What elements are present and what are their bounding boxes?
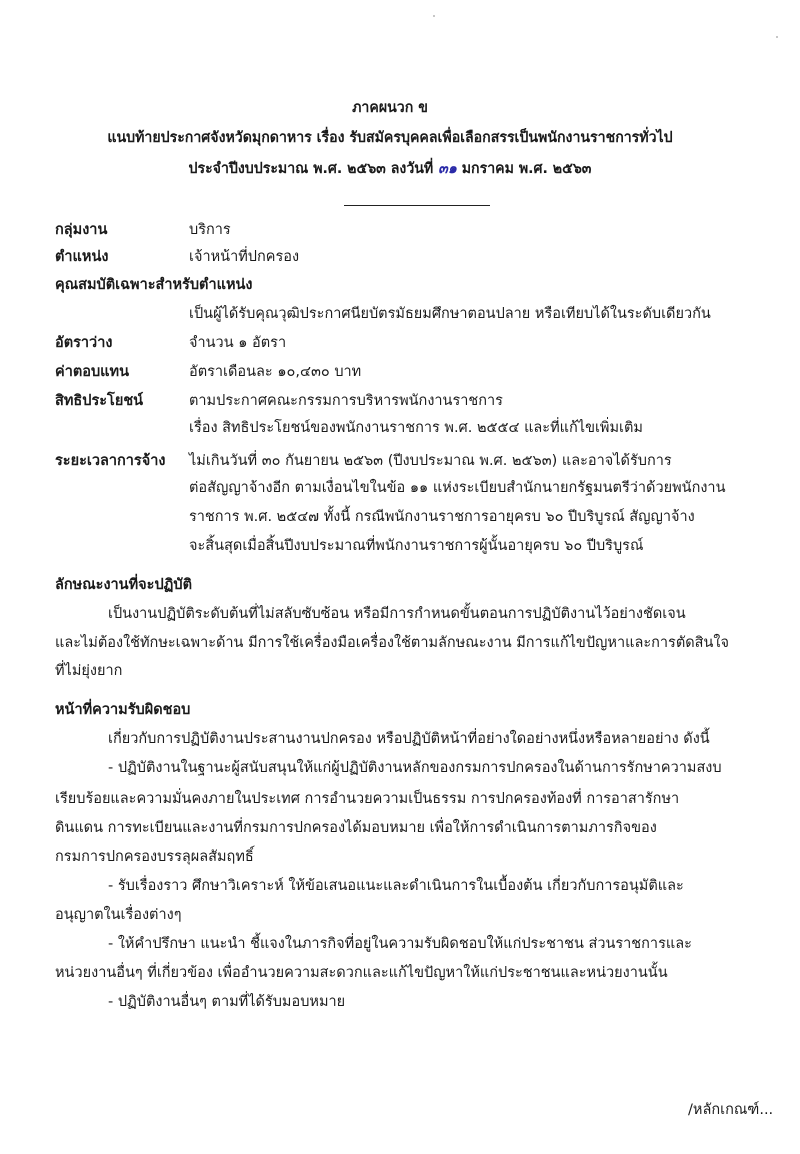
duty-item-line: ดินแดน การทะเบียนและงานที่กรมการปกครองได้มอบหมาย เพื่อให้การดำเนินการตามภารกิจของ — [55, 820, 657, 836]
compensation-label: ค่าตอบแทน — [55, 364, 129, 380]
duty-item-line: - รับเรื่องราว ศึกษาวิเคราะห์ ให้ข้อเสนอแนะและดำเนินการในเบื้องต้น เกี่ยวกับการอนุมัติและ — [108, 878, 684, 894]
benefits-line: ตามประกาศคณะกรรมการบริหารพนักงานราชการ — [189, 393, 503, 409]
employment-period-line: ต่อสัญญาจ้างอีก ตามเงื่อนไขในข้อ ๑๑ แห่งระเบียบสำนักนายกรัฐมนตรีว่าด้วยพนักงาน — [189, 480, 726, 496]
group-label: กลุ่มงาน — [55, 222, 108, 238]
benefits-line: เรื่อง สิทธิประโยชน์ของพนักงานราชการ พ.ศ. ๒๕๕๔ และที่แก้ไขเพิ่มเติม — [189, 420, 643, 436]
compensation-value: อัตราเดือนละ ๑๐,๔๓๐ บาท — [189, 364, 362, 380]
date-suffix: มกราคม พ.ศ. ๒๕๖๓ — [456, 161, 592, 177]
employment-period-label: ระยะเวลาการจ้าง — [55, 453, 166, 469]
duty-item-line: - ให้คำปรึกษา แนะนำ ชี้แจงในภารกิจที่อยู่ในความรับผิดชอบให้แก่ประชาชน ส่วนราชการและ — [108, 936, 692, 952]
announcement-title: แนบท้ายประกาศจังหวัดมุกดาหาร เรื่อง รับสมัครบุคคลเพื่อเลือกสรรเป็นพนักงานราชการทั่วไป — [107, 130, 673, 146]
scan-speck — [433, 15, 435, 17]
group-value: บริการ — [189, 222, 231, 238]
handwritten-date: ๓๑ — [438, 161, 457, 177]
position-label: ตำแหน่ง — [55, 249, 109, 265]
qualification-value: เป็นผู้ได้รับคุณวุฒิประกาศนียบัตรมัธยมศึกษาตอนปลาย หรือเทียบได้ในระดับเดียวกัน — [189, 306, 711, 322]
job-nature-heading: ลักษณะงานที่จะปฏิบัติ — [55, 577, 192, 593]
duties-intro: เกี่ยวกับการปฏิบัติงานประสานงานปกครอง หรือปฏิบัติหน้าที่อย่างใดอย่างหนึ่งหรือหลายอย่าง ดังนี้ — [108, 731, 710, 747]
position-value: เจ้าหน้าที่ปกครอง — [189, 249, 300, 265]
duties-heading: หน้าที่ความรับผิดชอบ — [55, 702, 191, 718]
employment-period-line: จะสิ้นสุดเมื่อสิ้นปีงบประมาณที่พนักงานราชการผู้นั้นอายุครบ ๖๐ ปีบริบูรณ์ — [189, 538, 644, 554]
date-prefix: ประจำปีงบประมาณ พ.ศ. ๒๕๖๓ ลงวันที่ — [188, 161, 439, 177]
appendix-title: ภาคผนวก ข — [352, 100, 428, 116]
duty-item-line: หน่วยงานอื่นๆ ที่เกี่ยวข้อง เพื่ออำนวยความสะดวกและแก้ไขปัญหาให้แก่ประชาชนและหน่วยงานนั้น — [55, 965, 668, 981]
job-nature-line: ที่ไม่ยุ่งยาก — [55, 663, 123, 679]
job-nature-line: เป็นงานปฏิบัติระดับต้นที่ไม่สลับซับซ้อน หรือมีการกำหนดขั้นตอนการปฏิบัติงานไว้อย่างชัดเจน — [108, 606, 686, 622]
duty-item-line: กรมการปกครองบรรลุผลสัมฤทธิ์ — [55, 849, 254, 865]
header-divider — [344, 205, 490, 206]
job-nature-line: และไม่ต้องใช้ทักษะเฉพาะด้าน มีการใช้เครื่องมือเครื่องใช้ตามลักษณะงาน มีการแก้ไขปัญหาและการตัดสินใจ — [55, 635, 730, 651]
duty-item-line: - ปฏิบัติงานอื่นๆ ตามที่ได้รับมอบหมาย — [108, 994, 346, 1010]
vacancy-label: อัตราว่าง — [55, 335, 113, 351]
continuation-marker: /หลักเกณฑ์... — [688, 1102, 774, 1118]
vacancy-value: จำนวน ๑ อัตรา — [189, 335, 287, 351]
scan-speck — [776, 36, 778, 38]
duty-item-line: - ปฏิบัติงานในฐานะผู้สนับสนุนให้แก่ผู้ปฏิบัติงานหลักของกรมการปกครองในด้านการรักษาความสงบ — [108, 760, 722, 776]
employment-period-line: ราชการ พ.ศ. ๒๕๔๗ ทั้งนี้ กรณีพนักงานราชการอายุครบ ๖๐ ปีบริบูรณ์ สัญญาจ้าง — [189, 509, 695, 525]
benefits-label: สิทธิประโยชน์ — [55, 393, 144, 409]
employment-period-line: ไม่เกินวันที่ ๓๐ กันยายน ๒๕๖๓ (ปีงบประมาณ พ.ศ. ๒๕๖๓) และอาจได้รับการ — [189, 453, 672, 469]
fiscal-date-line — [0, 157, 780, 180]
duty-item-line: เรียบร้อยและความมั่นคงภายในประเทศ การอำนวยความเป็นธรรม การปกครองท้องที่ การอาสารักษา — [55, 791, 680, 807]
qualification-label: คุณสมบัติเฉพาะสำหรับตำแหน่ง — [55, 277, 253, 293]
duty-item-line: อนุญาตในเรื่องต่างๆ — [55, 907, 182, 923]
